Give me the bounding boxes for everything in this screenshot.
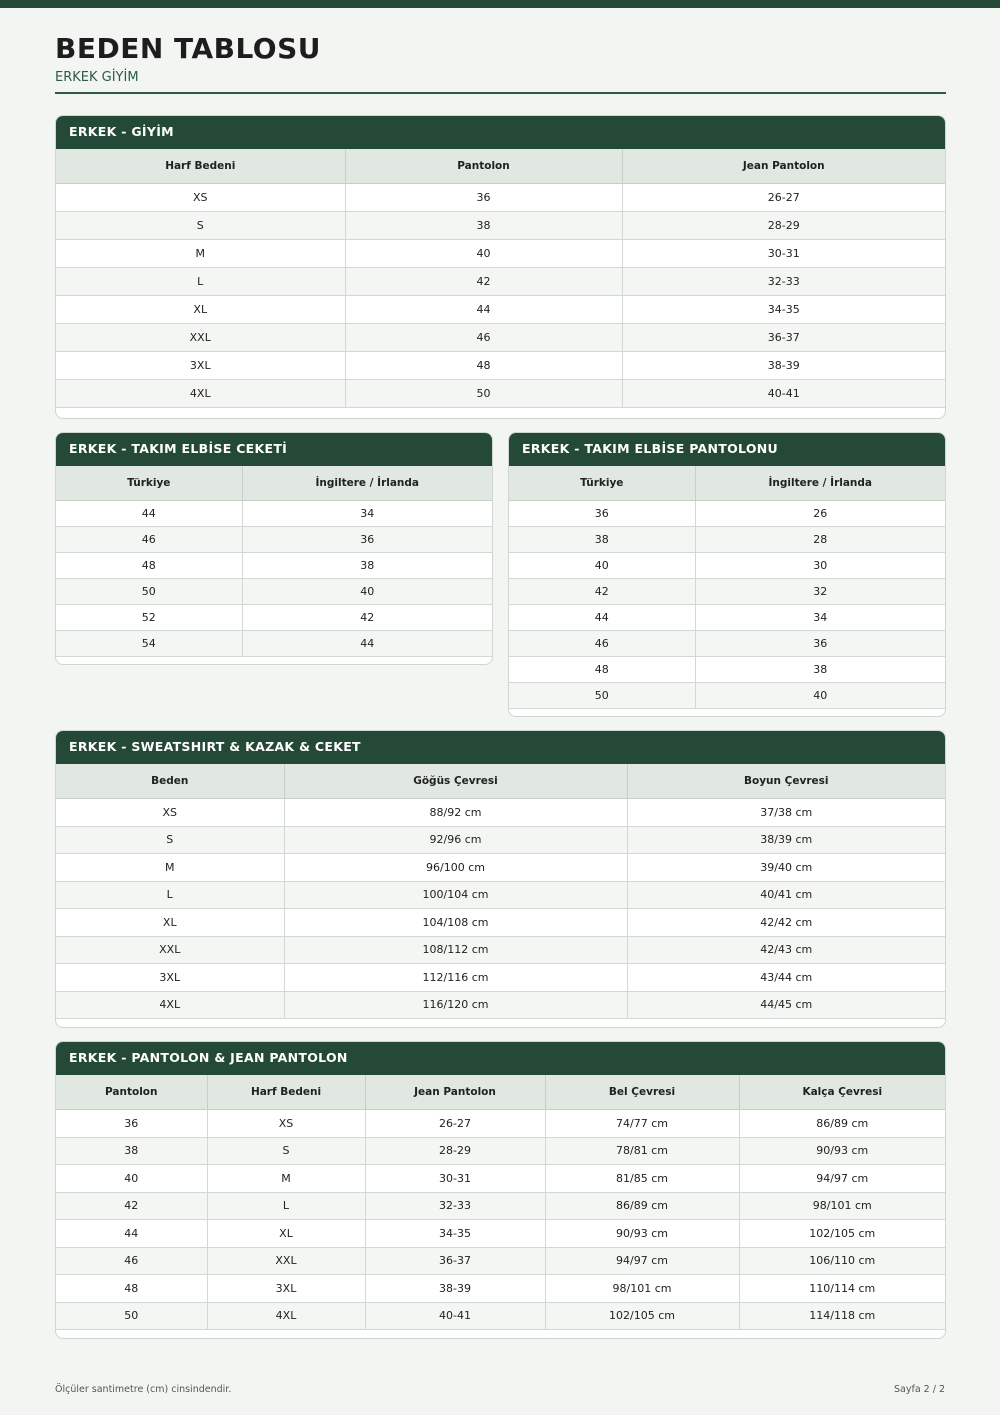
table-cell: L	[56, 268, 345, 296]
table-header-row	[56, 1075, 945, 1110]
table-cell: 102/105 cm	[739, 1220, 945, 1248]
table-cell: XL	[56, 296, 345, 324]
table-row	[509, 527, 945, 553]
header-divider	[55, 92, 946, 94]
table-cell: L	[207, 1192, 365, 1220]
table-cell: S	[207, 1137, 365, 1165]
table-cell: XL	[56, 909, 284, 937]
table-cell: 40/41 cm	[627, 881, 945, 909]
table-cell: 114/118 cm	[739, 1302, 945, 1330]
size-table	[56, 764, 945, 1019]
table-cell: XS	[207, 1110, 365, 1138]
table-cell: 26-27	[622, 184, 945, 212]
table-cell: 100/104 cm	[284, 881, 627, 909]
table-row	[56, 184, 945, 212]
table-row	[509, 501, 945, 527]
table-cell: 26	[695, 501, 945, 527]
table-cell: 42	[345, 268, 622, 296]
table-row	[56, 991, 945, 1019]
table-cell: 30	[695, 553, 945, 579]
table-row	[56, 936, 945, 964]
table-row	[56, 527, 492, 553]
table-cell: 48	[56, 1275, 207, 1303]
table-row	[56, 1275, 945, 1303]
table-cell: 94/97 cm	[739, 1165, 945, 1193]
table-row	[56, 826, 945, 854]
table-cell: 32-33	[622, 268, 945, 296]
table-cell: 36	[345, 184, 622, 212]
table-row	[509, 657, 945, 683]
column-header: Jean Pantolon	[365, 1075, 545, 1110]
table-header-row	[56, 149, 945, 184]
column-header: Harf Bedeni	[207, 1075, 365, 1110]
table-cell: 36	[509, 501, 695, 527]
table-cell: 88/92 cm	[284, 799, 627, 827]
table-row	[56, 1110, 945, 1138]
table-title: ERKEK - PANTOLON & JEAN PANTOLON	[56, 1042, 945, 1075]
table-cell: 48	[345, 352, 622, 380]
footer-note: Ölçüler santimetre (cm) cinsindendir.	[55, 1384, 232, 1395]
page-header	[55, 32, 946, 86]
column-header: Jean Pantolon	[622, 149, 945, 184]
column-header: Beden	[56, 764, 284, 799]
column-header: Türkiye	[509, 466, 695, 501]
table-row	[56, 380, 945, 408]
table-cell: 40-41	[622, 380, 945, 408]
table-cell: 102/105 cm	[545, 1302, 739, 1330]
table-cell: 48	[56, 553, 242, 579]
column-header: Kalça Çevresi	[739, 1075, 945, 1110]
table-cell: 40	[345, 240, 622, 268]
page-subtitle: ERKEK GİYİM	[55, 70, 139, 85]
table-cell: 46	[345, 324, 622, 352]
table-title: ERKEK - TAKIM ELBİSE CEKETİ	[56, 433, 492, 466]
table-cell: 46	[56, 527, 242, 553]
size-table	[56, 466, 492, 657]
table-header-row	[509, 466, 945, 501]
table-cell: 36-37	[365, 1247, 545, 1275]
column-header: Bel Çevresi	[545, 1075, 739, 1110]
table-cell: 28-29	[365, 1137, 545, 1165]
table-row	[509, 579, 945, 605]
table-cell: 112/116 cm	[284, 964, 627, 992]
table-row	[56, 909, 945, 937]
table-row	[56, 296, 945, 324]
table-row	[56, 212, 945, 240]
table-card-suit-trousers	[508, 432, 946, 717]
page-number: Sayfa 2 / 2	[894, 1384, 945, 1395]
table-row	[56, 579, 492, 605]
table-row	[56, 268, 945, 296]
table-cell: 42/43 cm	[627, 936, 945, 964]
table-cell: 38	[695, 657, 945, 683]
table-cell: 4XL	[207, 1302, 365, 1330]
table-title: ERKEK - SWEATSHIRT & KAZAK & CEKET	[56, 731, 945, 764]
column-header: İngiltere / İrlanda	[695, 466, 945, 501]
table-cell: 28	[695, 527, 945, 553]
table-cell: 40	[56, 1165, 207, 1193]
table-cell: 50	[56, 1302, 207, 1330]
table-cell: 86/89 cm	[545, 1192, 739, 1220]
table-cell: 46	[509, 631, 695, 657]
table-header-row	[56, 764, 945, 799]
table-title: ERKEK - GİYİM	[56, 116, 945, 149]
table-cell: S	[56, 212, 345, 240]
table-row	[56, 240, 945, 268]
table-cell: L	[56, 881, 284, 909]
table-cell: XL	[207, 1220, 365, 1248]
table-cell: 34-35	[365, 1220, 545, 1248]
table-cell: 108/112 cm	[284, 936, 627, 964]
column-header: Harf Bedeni	[56, 149, 345, 184]
table-cell: 36	[695, 631, 945, 657]
table-card-suit-jacket	[55, 432, 493, 665]
table-cell: XXL	[56, 324, 345, 352]
column-header: Pantolon	[345, 149, 622, 184]
table-cell: 74/77 cm	[545, 1110, 739, 1138]
table-row	[56, 799, 945, 827]
table-cell: 44	[509, 605, 695, 631]
column-header: Göğüs Çevresi	[284, 764, 627, 799]
table-cell: 90/93 cm	[739, 1137, 945, 1165]
column-header: İngiltere / İrlanda	[242, 466, 492, 501]
table-cell: 34-35	[622, 296, 945, 324]
table-row	[56, 854, 945, 882]
table-row	[56, 1137, 945, 1165]
column-header: Türkiye	[56, 466, 242, 501]
table-card-clothing	[55, 115, 946, 419]
table-row	[56, 352, 945, 380]
table-cell: 40	[695, 683, 945, 709]
table-cell: 43/44 cm	[627, 964, 945, 992]
table-row	[509, 605, 945, 631]
table-cell: XXL	[207, 1247, 365, 1275]
table-cell: 4XL	[56, 380, 345, 408]
table-cell: 106/110 cm	[739, 1247, 945, 1275]
table-cell: 30-31	[622, 240, 945, 268]
table-cell: 98/101 cm	[739, 1192, 945, 1220]
table-cell: 38-39	[365, 1275, 545, 1303]
table-cell: XS	[56, 799, 284, 827]
table-cell: XS	[56, 184, 345, 212]
table-cell: 36	[56, 1110, 207, 1138]
table-title: ERKEK - TAKIM ELBİSE PANTOLONU	[509, 433, 945, 466]
table-cell: 3XL	[56, 352, 345, 380]
table-cell: 38	[56, 1137, 207, 1165]
table-cell: 42	[56, 1192, 207, 1220]
table-cell: 96/100 cm	[284, 854, 627, 882]
table-cell: 81/85 cm	[545, 1165, 739, 1193]
table-cell: 40-41	[365, 1302, 545, 1330]
table-row	[509, 553, 945, 579]
table-row	[56, 881, 945, 909]
table-cell: 32	[695, 579, 945, 605]
table-row	[56, 324, 945, 352]
table-cell: M	[207, 1165, 365, 1193]
table-cell: 36	[242, 527, 492, 553]
table-row	[56, 553, 492, 579]
table-row	[56, 1247, 945, 1275]
table-cell: M	[56, 240, 345, 268]
table-cell: 40	[509, 553, 695, 579]
table-row	[56, 1302, 945, 1330]
table-cell: 37/38 cm	[627, 799, 945, 827]
table-row	[56, 1220, 945, 1248]
table-cell: 38-39	[622, 352, 945, 380]
table-cell: S	[56, 826, 284, 854]
table-cell: 48	[509, 657, 695, 683]
table-card-sweatshirt	[55, 730, 946, 1028]
table-cell: 86/89 cm	[739, 1110, 945, 1138]
table-cell: 110/114 cm	[739, 1275, 945, 1303]
table-cell: 44	[56, 1220, 207, 1248]
table-cell: 32-33	[365, 1192, 545, 1220]
table-cell: 38	[509, 527, 695, 553]
table-cell: 42/42 cm	[627, 909, 945, 937]
page-title: BEDEN TABLOSU	[55, 32, 322, 65]
table-cell: 52	[56, 605, 242, 631]
table-row	[56, 605, 492, 631]
size-table	[56, 149, 945, 408]
table-cell: 50	[509, 683, 695, 709]
table-cell: 42	[242, 605, 492, 631]
column-header: Boyun Çevresi	[627, 764, 945, 799]
table-card-trousers-jeans	[55, 1041, 946, 1339]
size-table	[56, 1075, 945, 1330]
top-accent-bar	[0, 0, 1000, 8]
table-cell: 34	[242, 501, 492, 527]
table-cell: 44	[56, 501, 242, 527]
table-cell: 98/101 cm	[545, 1275, 739, 1303]
column-header: Pantolon	[56, 1075, 207, 1110]
size-table	[509, 466, 945, 709]
table-row	[56, 964, 945, 992]
table-cell: 44/45 cm	[627, 991, 945, 1019]
table-cell: 78/81 cm	[545, 1137, 739, 1165]
table-cell: 50	[56, 579, 242, 605]
table-cell: 39/40 cm	[627, 854, 945, 882]
table-cell: 46	[56, 1247, 207, 1275]
table-cell: 30-31	[365, 1165, 545, 1193]
table-cell: 3XL	[56, 964, 284, 992]
table-cell: 34	[695, 605, 945, 631]
table-row	[56, 631, 492, 657]
table-cell: 3XL	[207, 1275, 365, 1303]
table-cell: 44	[345, 296, 622, 324]
table-cell: 94/97 cm	[545, 1247, 739, 1275]
table-cell: 4XL	[56, 991, 284, 1019]
table-cell: 54	[56, 631, 242, 657]
table-cell: 38	[345, 212, 622, 240]
table-row	[56, 1192, 945, 1220]
table-cell: 26-27	[365, 1110, 545, 1138]
table-row	[56, 501, 492, 527]
table-cell: 40	[242, 579, 492, 605]
table-cell: M	[56, 854, 284, 882]
table-cell: 44	[242, 631, 492, 657]
table-row	[509, 631, 945, 657]
table-row	[509, 683, 945, 709]
table-cell: 28-29	[622, 212, 945, 240]
table-cell: XXL	[56, 936, 284, 964]
table-cell: 42	[509, 579, 695, 605]
table-cell: 104/108 cm	[284, 909, 627, 937]
table-cell: 38	[242, 553, 492, 579]
table-cell: 92/96 cm	[284, 826, 627, 854]
table-cell: 36-37	[622, 324, 945, 352]
table-cell: 116/120 cm	[284, 991, 627, 1019]
table-cell: 50	[345, 380, 622, 408]
table-row	[56, 1165, 945, 1193]
table-cell: 38/39 cm	[627, 826, 945, 854]
table-header-row	[56, 466, 492, 501]
table-cell: 90/93 cm	[545, 1220, 739, 1248]
